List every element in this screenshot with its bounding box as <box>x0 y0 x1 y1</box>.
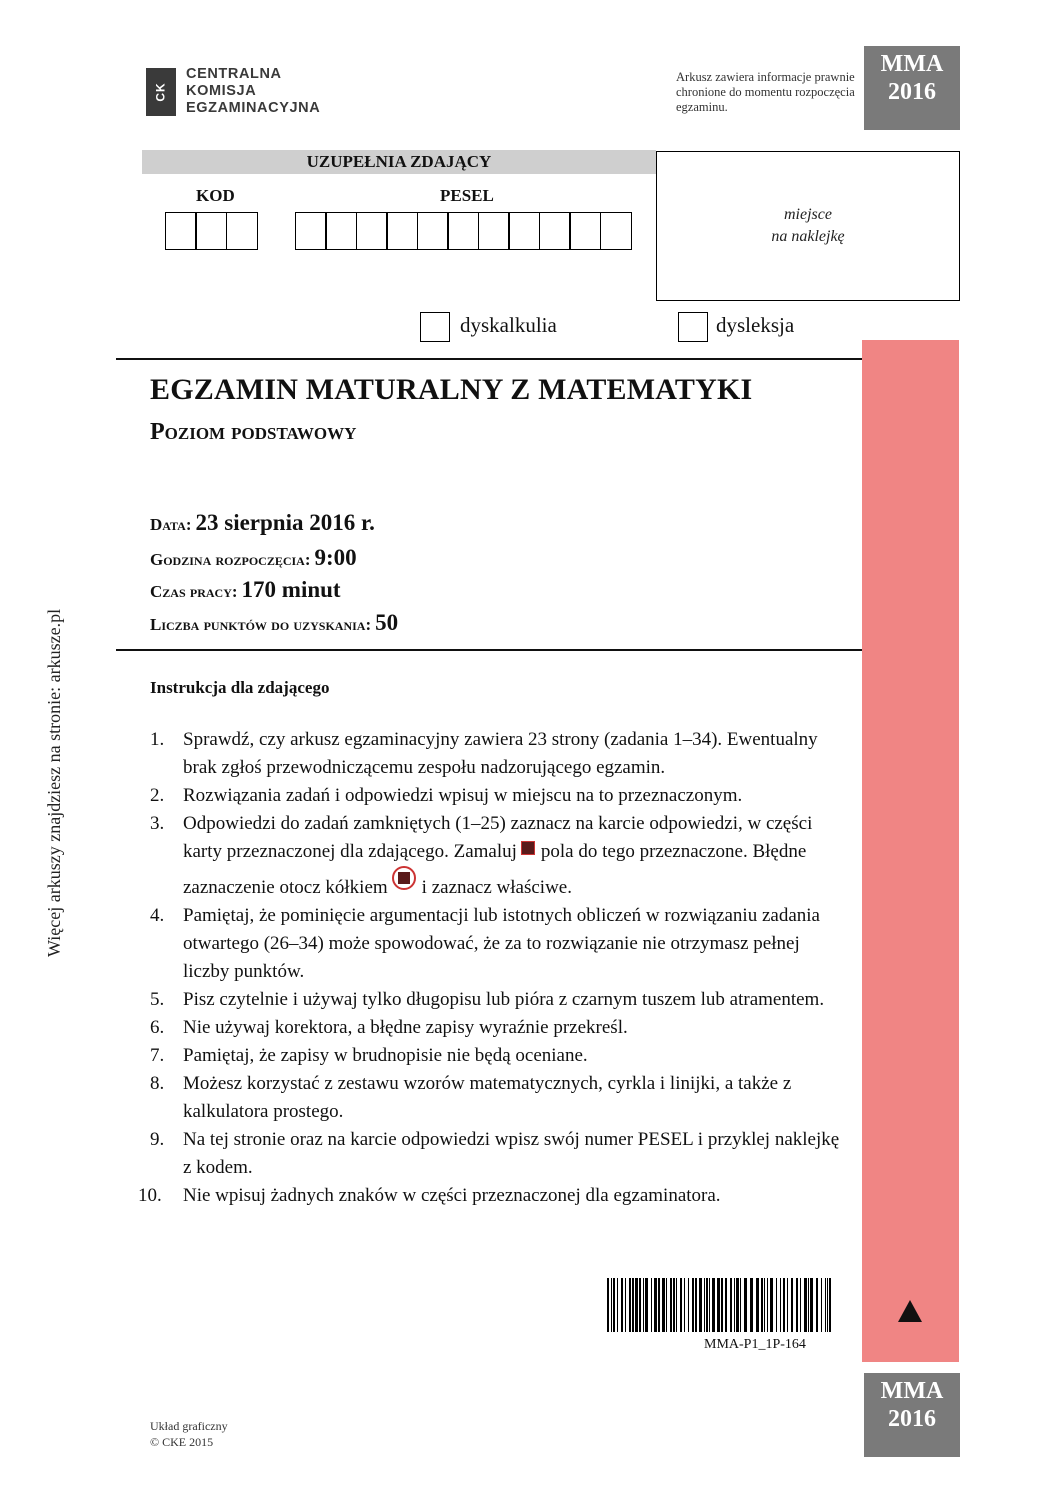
duration-value: 170 minut <box>241 577 341 602</box>
circled-square-icon <box>392 866 416 890</box>
sticker-placeholder <box>656 151 960 301</box>
instruction-item <box>150 726 850 782</box>
footer-line-1: Układ graficzny <box>150 1419 228 1433</box>
barcode-bar <box>717 1278 720 1332</box>
instruction-item <box>150 902 850 986</box>
divider-top <box>116 358 862 360</box>
barcode-bar <box>810 1278 813 1332</box>
pesel-box[interactable] <box>325 212 357 250</box>
barcode-bar <box>725 1278 727 1332</box>
divider-middle <box>116 649 862 651</box>
barcode-bar <box>800 1278 801 1332</box>
cke-logo-text <box>186 66 320 117</box>
barcode-bar <box>643 1278 644 1332</box>
barcode-bar <box>695 1278 697 1332</box>
item-number: 3. <box>150 813 165 834</box>
barcode-bar <box>651 1278 652 1332</box>
barcode-bar <box>699 1278 702 1332</box>
points-label: Liczba punktów do uzyskania: <box>150 615 372 634</box>
pesel-box[interactable] <box>600 212 632 250</box>
barcode-bar <box>658 1278 660 1332</box>
dysleksja-checkbox[interactable] <box>678 312 708 342</box>
badge-code: MMA <box>880 1378 944 1404</box>
barcode-bar <box>734 1278 735 1332</box>
pesel-box[interactable] <box>356 212 388 250</box>
instructions-list <box>138 726 850 1210</box>
dyskalkulia-checkbox[interactable] <box>420 312 450 342</box>
barcode-bar <box>825 1278 826 1332</box>
barcode-bar <box>821 1278 822 1332</box>
item-number: 6. <box>150 1017 165 1038</box>
form-header-label: UZUPEŁNIA ZDAJĄCY <box>306 152 492 171</box>
pesel-box[interactable] <box>569 212 601 250</box>
barcode-bar <box>740 1278 741 1332</box>
instruction-item <box>150 810 850 902</box>
barcode-bar <box>791 1278 793 1332</box>
kod-label: KOD <box>196 186 235 205</box>
barcode-bar <box>721 1278 723 1332</box>
instruction-item <box>150 1126 850 1182</box>
duration-label: Czas pracy: <box>150 582 238 601</box>
dyskalkulia-label: dyskalkulia <box>460 313 557 337</box>
exam-duration <box>150 577 341 603</box>
instruction-item <box>138 1182 850 1210</box>
barcode-bar <box>750 1278 753 1332</box>
barcode-bar <box>617 1278 618 1332</box>
footer-line-2: © CKE 2015 <box>150 1435 214 1449</box>
barcode-bar <box>712 1278 715 1332</box>
barcode-bar <box>673 1278 675 1332</box>
pesel-box[interactable] <box>539 212 571 250</box>
item-text: Pamiętaj, że zapisy w brudnopisie nie będą oceniane. <box>183 1045 588 1066</box>
barcode-bar <box>692 1278 694 1332</box>
barcode-bar <box>629 1278 631 1332</box>
barcode-bar <box>645 1278 648 1332</box>
badge-year: 2016 <box>888 79 936 105</box>
item-text-b: pola do tego przeznaczone. Błędne zaznaczenie otocz kółkiem <box>183 841 807 898</box>
sticker-line-2: na naklejkę <box>771 228 845 245</box>
barcode-bar <box>666 1278 667 1332</box>
barcode-bar <box>670 1278 672 1332</box>
item-text: Pamiętaj, że pominięcie argumentacji lub istotnych obliczeń w rozwiązaniu zadania otwartego (26–34) może spowodować, że za to rozwiązanie nie otrzymasz pełnej liczby punktów. <box>183 905 820 982</box>
barcode-bar <box>829 1278 831 1332</box>
barcode-bar <box>611 1278 612 1332</box>
badge-year: 2016 <box>888 1406 936 1432</box>
item-text: Rozwiązania zadań i odpowiedzi wpisuj w miejscu na to przeznaczonym. <box>183 785 743 806</box>
barcode-bar <box>804 1278 807 1332</box>
item-text-c: i zaznacz właściwe. <box>421 877 572 898</box>
item-text: Pisz czytelnie i używaj tylko długopisu lub pióra z czarnym tuszem lub atramentem. <box>183 989 825 1010</box>
barcode-bar <box>827 1278 828 1332</box>
cke-logo-mark: CK <box>146 68 176 116</box>
pesel-input-boxes[interactable] <box>296 212 632 250</box>
barcode-bar <box>756 1278 759 1332</box>
instruction-item <box>150 986 850 1014</box>
logo-line-3: EGZAMINACYJNA <box>186 100 321 116</box>
barcode-bar <box>613 1278 615 1332</box>
kod-box[interactable] <box>165 212 197 250</box>
exam-date <box>150 510 375 536</box>
badge-code: MMA <box>880 51 944 77</box>
barcode-bar <box>767 1278 768 1332</box>
barcode-bar <box>816 1278 818 1332</box>
footer <box>150 1418 228 1450</box>
start-label: Godzina rozpoczęcia: <box>150 550 311 569</box>
barcode-bar <box>709 1278 710 1332</box>
pesel-box[interactable] <box>417 212 449 250</box>
item-number: 4. <box>150 905 165 926</box>
item-number: 5. <box>150 989 165 1010</box>
item-number: 8. <box>150 1073 165 1094</box>
item-number: 1. <box>150 729 165 750</box>
item-text: Na tej stronie oraz na karcie odpowiedzi wpisz swój numer PESEL i przyklej naklejkę z kodem. <box>183 1129 840 1178</box>
barcode-bar <box>680 1278 682 1332</box>
dysleksja-label: dysleksja <box>716 313 795 337</box>
exam-points <box>150 610 398 636</box>
points-value: 50 <box>375 610 399 635</box>
barcode-bar <box>776 1278 777 1332</box>
pesel-box[interactable] <box>478 212 510 250</box>
instruction-item <box>150 1014 850 1042</box>
barcode-bar <box>654 1278 657 1332</box>
item-text: Możesz korzystać z zestawu wzorów matematycznych, cyrkla i linijki, a także z kalkulatora prostego. <box>183 1073 792 1122</box>
pesel-box[interactable] <box>508 212 540 250</box>
kod-box[interactable] <box>195 212 227 250</box>
instruction-item <box>150 1042 850 1070</box>
pesel-box[interactable] <box>447 212 479 250</box>
item-text: Nie wpisuj żadnych znaków w części przeznaczonej dla egzaminatora. <box>183 1185 721 1206</box>
barcode-bar <box>744 1278 747 1332</box>
item-number: 10. <box>138 1185 162 1206</box>
barcode-bar <box>764 1278 765 1332</box>
barcode-bar <box>676 1278 677 1332</box>
instructions-heading: Instrukcja dla zdającego <box>150 678 330 697</box>
barcode-bar <box>787 1278 788 1332</box>
triangle-up-icon <box>898 1300 922 1322</box>
barcode-bar <box>783 1278 785 1332</box>
barcode-bar <box>607 1278 609 1332</box>
kod-box[interactable] <box>226 212 258 250</box>
exam-start-time <box>150 545 357 571</box>
instruction-item <box>150 782 850 810</box>
barcode-bar <box>706 1278 708 1332</box>
item-text: Nie używaj korektora, a błędne zapisy wyraźnie przekreśl. <box>183 1017 628 1038</box>
pesel-box[interactable] <box>295 212 327 250</box>
item-number: 2. <box>150 785 165 806</box>
barcode-bar <box>796 1278 798 1332</box>
pesel-box[interactable] <box>386 212 418 250</box>
item-text-a: Odpowiedzi do zadań zamkniętych (1–25) zaznacz na karcie odpowiedzi, w części karty przeznaczonej dla zdającego. Zamaluj <box>183 813 813 862</box>
logo-line-1: CENTRALNA <box>186 66 282 82</box>
barcode-bar <box>625 1278 626 1332</box>
item-number: 7. <box>150 1045 165 1066</box>
barcode-bar <box>688 1278 689 1332</box>
barcode-code: MMA-P1_1P-164 <box>704 1337 806 1352</box>
pesel-label: PESEL <box>440 186 494 205</box>
barcode-bar <box>639 1278 641 1332</box>
barcode-bar <box>684 1278 685 1332</box>
item-number: 9. <box>150 1129 165 1150</box>
barcode-bar <box>770 1278 773 1332</box>
barcode-bar <box>621 1278 623 1332</box>
barcode-bar <box>736 1278 739 1332</box>
barcode-bar <box>704 1278 705 1332</box>
exam-code-badge-bottom <box>864 1373 960 1457</box>
barcode-image <box>607 1278 835 1332</box>
side-color-band <box>862 340 959 1362</box>
barcode-bar <box>662 1278 665 1332</box>
start-value: 9:00 <box>314 545 357 570</box>
filled-square-icon <box>521 841 535 855</box>
side-watermark-text: Więcej arkuszy znajdziesz na stronie: arkusze.pl <box>44 608 64 957</box>
date-label: Data: <box>150 515 192 534</box>
barcode-bar <box>761 1278 763 1332</box>
exam-title: EGZAMIN MATURALNY Z MATEMATYKI <box>150 373 753 406</box>
barcode-bar <box>632 1278 634 1332</box>
barcode-bar <box>780 1278 781 1332</box>
date-value: 23 sierpnia 2016 r. <box>195 510 375 535</box>
exam-level: Poziom podstawowy <box>150 419 357 445</box>
confidentiality-notice: Arkusz zawiera informacje prawnie chronione do momentu rozpoczęcia egzaminu. <box>676 70 855 114</box>
item-text: Sprawdź, czy arkusz egzaminacyjny zawiera 23 strony (zadania 1–34). Ewentualny brak zgłoś przewodniczącemu zespołu nadzorującego egzamin. <box>183 729 818 778</box>
barcode-bar <box>808 1278 809 1332</box>
sticker-line-1: miejsce <box>784 206 832 223</box>
logo-line-2: KOMISJA <box>186 83 257 99</box>
kod-input-boxes[interactable] <box>166 212 258 250</box>
instruction-item <box>150 1070 850 1126</box>
barcode-bar <box>635 1278 638 1332</box>
exam-code-badge-top <box>864 46 960 130</box>
barcode-bar <box>730 1278 732 1332</box>
